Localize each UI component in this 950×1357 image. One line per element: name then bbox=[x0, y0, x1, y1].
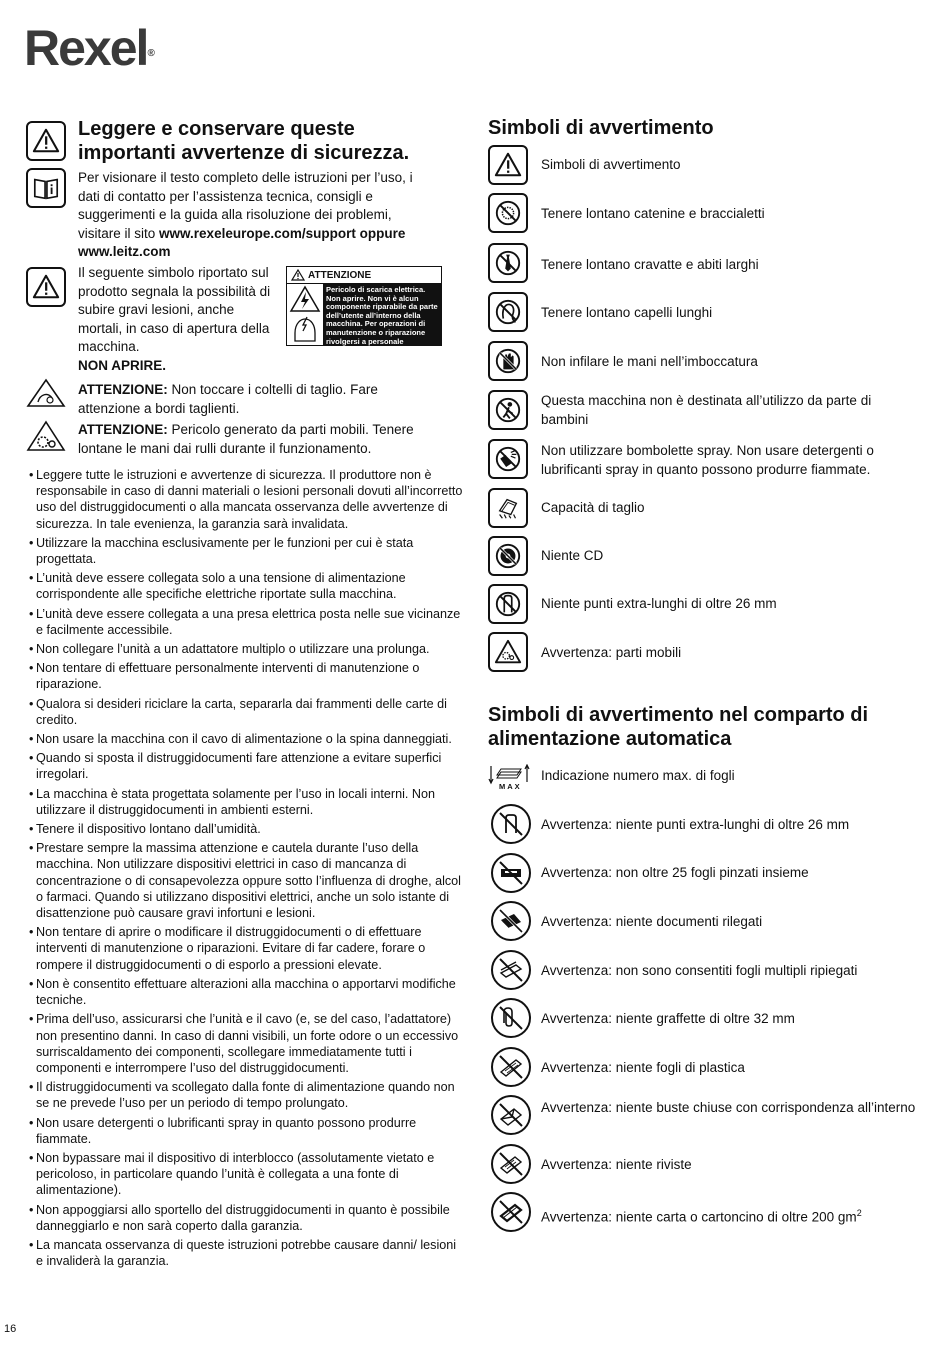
symbol-label: Simboli di avvertimento bbox=[541, 157, 681, 172]
warning-triangle-icon bbox=[26, 267, 66, 307]
list-item: • Non è consentito effettuare alterazioni alla macchina o apportarvi modifiche tecniche. bbox=[26, 976, 466, 1008]
warning-label-text: Pericolo di scarica elettrica. Non aprire. Non vi è alcun componente riparabile da parte dell’utente all’interno della macchina. Per operazioni di manutenzione o riparazione rivolgersi a personale qualificato. bbox=[323, 283, 441, 345]
symbol-label: Avvertenza: niente graffette di oltre 32 mm bbox=[541, 1011, 795, 1026]
list-item: • L’unità deve essere collegata solo a una tensione di alimentazione corrispondente alle specifiche elettriche riportate sulla macchina. bbox=[26, 570, 466, 602]
symbol-paragraph: Il seguente simbolo riportato sul prodotto segnala la possibilità di subire gravi lesioni, anche mortali, in caso di apertura della macchina. NON APRIRE. bbox=[78, 265, 271, 373]
symbol-label: Non infilare le mani nell’imboccatura bbox=[541, 354, 758, 369]
symbol-label: Avvertenza: niente carta o cartoncino di oltre 200 $gm^2$ bbox=[541, 1208, 862, 1225]
symbol-label: Avvertenza: non sono consentiti fogli multipli ripiegati bbox=[541, 963, 858, 978]
no-tie-icon bbox=[488, 243, 528, 283]
symbol-label: Niente punti extra-lunghi di oltre 26 mm bbox=[541, 596, 777, 611]
safety-bullet-list bbox=[26, 467, 466, 1272]
list-item: • Prima dell’uso, assicurarsi che l’unità e il cavo (e, se del caso, l’adattatore) non presentino danni. In caso di danni visibili, un forte odore o un eccessivo surriscaldamento dei componenti, scollegare immediatamente tutti i componenti e interrompere l’uso del distruggidocumenti. bbox=[26, 1011, 466, 1076]
caution-moving-parts: ATTENZIONE: Pericolo generato da parti mobili. Tenere lontane le mani dai rulli durante il funzionamento. bbox=[78, 422, 414, 456]
no-heavy-card-icon bbox=[491, 1192, 531, 1232]
warning-small-icon bbox=[291, 269, 305, 281]
no-sealed-envelopes-icon bbox=[491, 1095, 531, 1135]
list-item: • Il distruggidocumenti va scollegato dalla fonte di alimentazione quando non se ne prevede l’uso per un periodo di tempo prolungato. bbox=[26, 1079, 466, 1111]
manual-book-icon bbox=[26, 168, 66, 208]
symbol-label: Niente CD bbox=[541, 548, 604, 563]
list-item: • Leggere tutte le istruzioni e avvertenze di sicurezza. Il produttore non è responsabile in caso di danni materiali o lesioni personali dovuti all’incorretto uso del distruggidocumenti o alla mancata osservanza delle avvertenze di sicurezza. In tale evenienza, la garanzia sarà invalidata. bbox=[26, 467, 466, 532]
symbol-label: Avvertenza: niente punti extra-lunghi di oltre 26 mm bbox=[541, 817, 850, 832]
symbol-label: Avvertenza: niente documenti rilegati bbox=[541, 914, 763, 929]
symbol-label: Tenere lontano capelli lunghi bbox=[541, 305, 713, 320]
no-children-icon bbox=[488, 390, 528, 430]
max-label: MAX bbox=[499, 782, 522, 791]
symbol-label: Avvertenza: niente buste chiuse con corrispondenza all’interno bbox=[541, 1100, 916, 1115]
warning-triangle-icon bbox=[26, 121, 66, 161]
no-cd-icon bbox=[488, 536, 528, 576]
no-spray-icon bbox=[488, 439, 528, 479]
no-stapled-stack-icon bbox=[491, 853, 531, 893]
symbol-label: Non utilizzare bombolette spray. Non usare detergenti o lubrificanti spray in quanto possono produrre fiammate. bbox=[541, 443, 874, 477]
list-item: • Tenere il dispositivo lontano dall’umidità. bbox=[26, 821, 466, 837]
list-item: • Non appoggiarsi allo sportello del distruggidocumenti in quanto è possibile danneggiarlo e non sarà coperto dalla garanzia. bbox=[26, 1202, 466, 1234]
moving-parts-icon bbox=[488, 632, 528, 672]
moving-parts-caution-icon bbox=[26, 420, 66, 452]
symbol-label: Avvertenza: niente riviste bbox=[541, 1157, 692, 1172]
list-item: • Non bypassare mai il dispositivo di interblocco (assolutamente vietato e pericoloso, in particolare quando l’unità è collegata a una fonte di alimentazione). bbox=[26, 1150, 466, 1199]
no-necklace-icon bbox=[488, 193, 528, 233]
list-item: • Non tentare di aprire o modificare il distruggidocumenti o di effettuare interventi di manutenzione o riparazioni. Evitare di far cadere, forare o rompere il distruggidocumenti o di esporlo a pressioni elevate. bbox=[26, 924, 466, 973]
symbol-label: Questa macchina non è destinata all’utilizzo da parte di bambini bbox=[541, 393, 872, 427]
warning-triangle-icon bbox=[488, 145, 528, 185]
warning-label-icons bbox=[287, 283, 323, 345]
warning-label-box bbox=[286, 266, 442, 355]
no-long-staples-round-icon bbox=[491, 804, 531, 844]
symbol-label: Indicazione numero max. di fogli bbox=[541, 768, 735, 783]
no-long-hair-icon bbox=[488, 292, 528, 332]
list-item: • Non tentare di effettuare personalmente interventi di manutenzione o riparazione. bbox=[26, 660, 466, 692]
symbol-label: Avvertenza: non oltre 25 fogli pinzati insieme bbox=[541, 865, 809, 880]
symbol-label: Avvertenza: niente fogli di plastica bbox=[541, 1060, 745, 1075]
list-item: • La mancata osservanza di queste istruzioni potrebbe causare danni/ lesioni e invaliderà la garanzia. bbox=[26, 1237, 466, 1269]
no-plastic-sheets-icon bbox=[491, 1047, 531, 1087]
rexel-logo: Rexel® bbox=[24, 20, 155, 76]
list-item: • La macchina è stata progettata solamente per l’uso in locali interni. Non utilizzare il distruggidocumenti in ambienti esterni. bbox=[26, 786, 466, 818]
no-hands-icon bbox=[488, 341, 528, 381]
symbols-title: Simboli di avvertimento bbox=[488, 117, 714, 139]
no-paperclips-icon bbox=[491, 998, 531, 1038]
manual-paragraph: Per visionare il testo completo delle istruzioni per l’uso, i dati di contatto per l’assistenza tecnica, consigli e suggerimenti e la guida alla risoluzione dei problemi, visitare il sito www.rexeleurope.com/support oppure www.leitz.com bbox=[78, 170, 413, 260]
symbol-label: Tenere lontano catenine e braccialetti bbox=[541, 206, 765, 221]
cut-capacity-icon bbox=[488, 488, 528, 528]
safety-title: Leggere e conservare queste importanti avvertenze di sicurezza. bbox=[78, 118, 410, 164]
list-item: • Non usare la macchina con il cavo di alimentazione o la spina danneggiati. bbox=[26, 731, 466, 747]
no-bound-docs-icon bbox=[491, 901, 531, 941]
list-item: • Qualora si desideri riciclare la carta, separarla dai frammenti delle carte di credito. bbox=[26, 696, 466, 728]
no-folded-sheets-icon bbox=[491, 950, 531, 990]
symbol-label: Capacità di taglio bbox=[541, 500, 645, 515]
list-item: • Non collegare l’unità a un adattatore multiplo o utilizzare una prolunga. bbox=[26, 641, 466, 657]
list-item: • Non usare detergenti o lubrificanti spray in quanto possono produrre fiammate. bbox=[26, 1115, 466, 1147]
max-sheets-icon bbox=[487, 764, 531, 792]
support-link[interactable]: www.rexeleurope.com/support oppure www.leitz.com bbox=[78, 225, 406, 260]
list-item: • Quando si sposta il distruggidocumenti fare attenzione a evitare superfici irregolari. bbox=[26, 750, 466, 782]
no-long-staples-icon bbox=[488, 584, 528, 624]
list-item: • Utilizzare la macchina esclusivamente per le funzioni per cui è stata progettata. bbox=[26, 535, 466, 567]
page-number: 16 bbox=[4, 1323, 17, 1335]
autofeed-symbols-title: Simboli di avvertimento nel comparto di alimentazione automatica bbox=[488, 704, 869, 750]
list-item: • L’unità deve essere collegata a una presa elettrica posta nelle sue vicinanze e facilmente accessibile. bbox=[26, 606, 466, 638]
symbol-label: Tenere lontano cravatte e abiti larghi bbox=[541, 257, 759, 272]
symbol-label: Avvertenza: parti mobili bbox=[541, 645, 682, 660]
no-magazines-icon bbox=[491, 1144, 531, 1184]
cutting-blades-caution-icon bbox=[26, 378, 66, 408]
caution-blades: ATTENZIONE: Non toccare i coltelli di taglio. Fare attenzione a bordi taglienti. bbox=[78, 382, 378, 416]
list-item: • Prestare sempre la massima attenzione e cautela durante l’uso della macchina. Non utilizzare dispositivi elettrici in caso di mancanza di concentrazione o di consapevolezza oppure sotto l’influenza di droghe, alcol o farmaci. Quando si utilizzano dispositivi elettrici, anche un solo istante di disattenzione può causare gravi infortuni e lesioni. bbox=[26, 840, 466, 921]
warning-label-head: ATTENZIONE bbox=[287, 267, 441, 284]
